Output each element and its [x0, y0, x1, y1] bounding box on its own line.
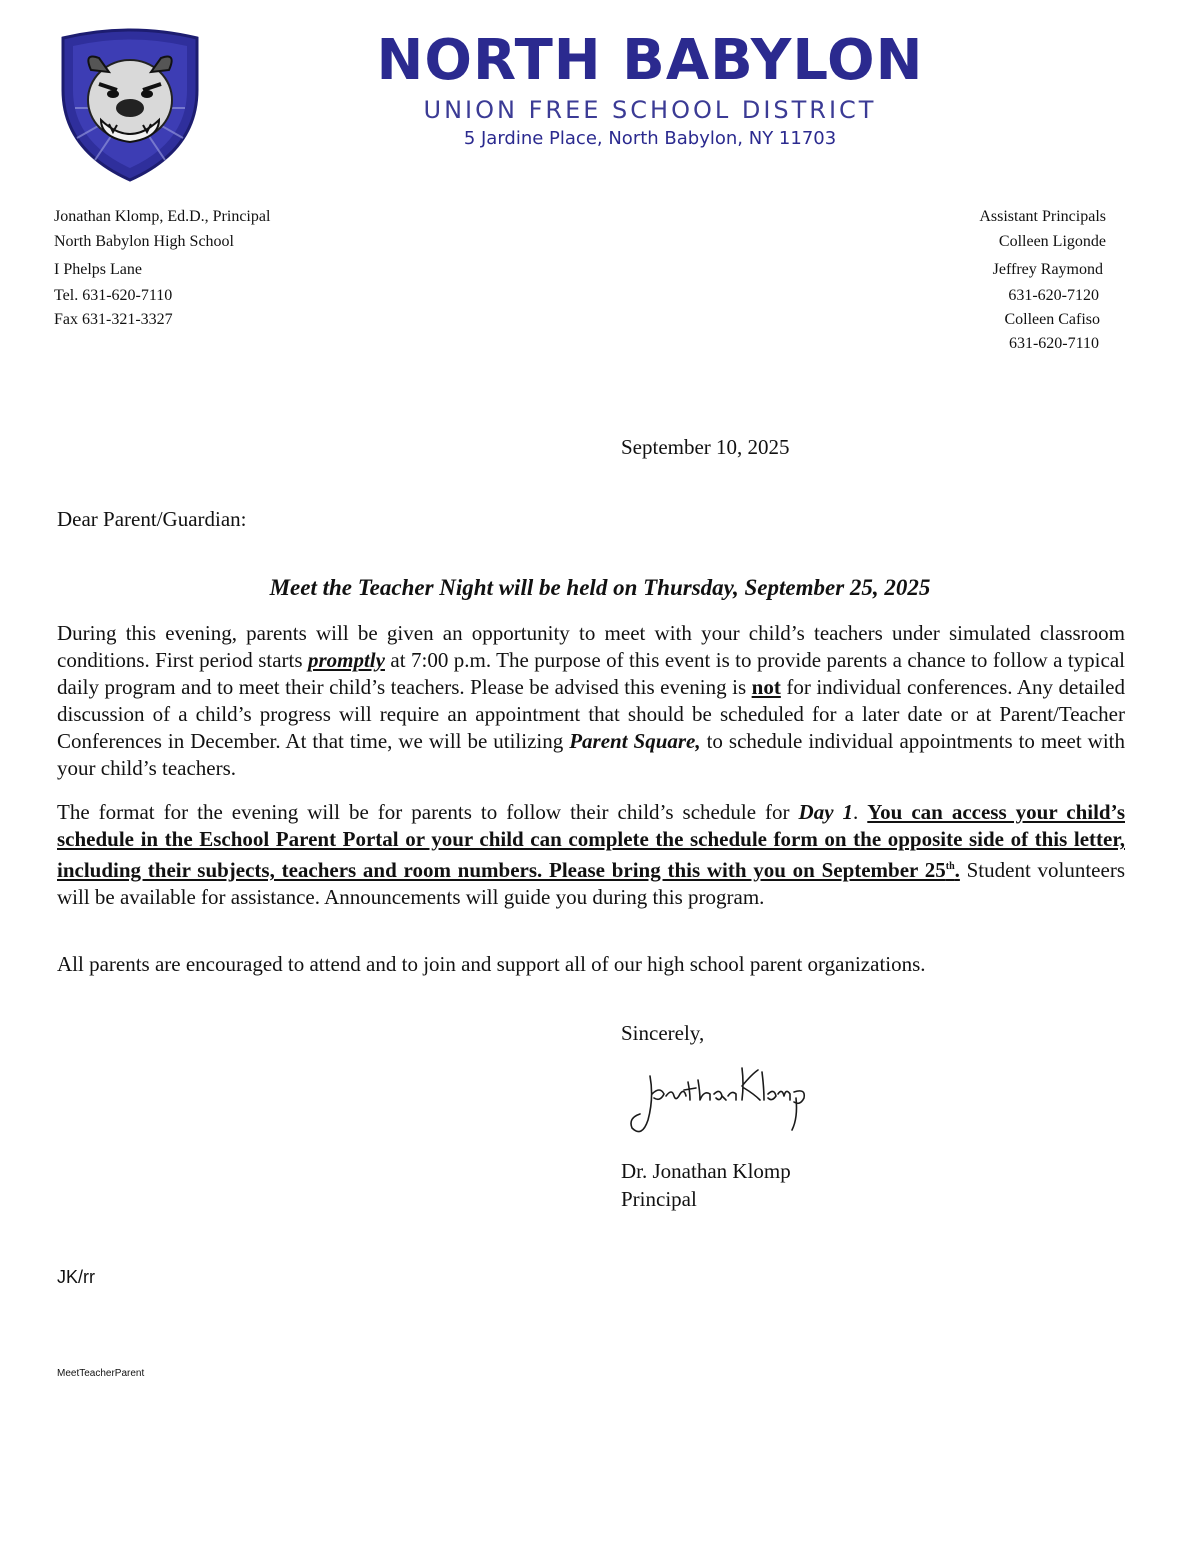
ordinal-suffix: th: [945, 861, 955, 872]
text-run: at 7:00 p.m. The purpose of this event is to provide parents a chance to follow a typical daily program and to meet their child’s teachers. Please be advised this evening is: [57, 648, 1125, 699]
assistant-principal-name: Colleen Cafiso: [1004, 311, 1100, 328]
text-run: to schedule individual appointments to meet with your child’s teachers.: [57, 729, 1125, 780]
text-run: .: [954, 858, 960, 882]
assistant-principals-heading: Assistant Principals: [979, 208, 1106, 225]
emphasis-day-1: Day 1: [798, 800, 854, 824]
typist-initials: JK/rr: [57, 1267, 95, 1287]
school-telephone: Tel. 631-620-7110: [54, 287, 173, 304]
paragraph-schedule-format: [57, 799, 1125, 911]
text-run: .: [853, 800, 868, 824]
text-run: During this evening, parents will be given an opportunity to meet with your child’s teachers under simulated classroom conditions. First period starts: [57, 621, 1125, 672]
emphasis-parent-square: Parent Square,: [569, 729, 701, 753]
closing: Sincerely,: [621, 1021, 705, 1045]
district-name: NORTH BABYLON: [376, 28, 924, 93]
text-run: You can access your child’s schedule in the Eschool Parent Portal or your child can complete the schedule form on the opposite side of this letter, including their subjects, teachers and room numbers. Please bring this with you on September 25: [57, 800, 1125, 882]
school-fax: Fax 631-321-3327: [54, 311, 173, 328]
text-run: The format for the evening will be for parents to follow their child’s schedule for: [57, 800, 799, 824]
district-subtitle: UNION FREE SCHOOL DISTRICT: [423, 96, 877, 124]
emphasis-not: not: [751, 675, 781, 699]
assistant-principal-phone: 631-620-7120: [1008, 287, 1099, 304]
letter-date: September 10, 2025: [621, 435, 790, 459]
district-address: 5 Jardine Place, North Babylon, NY 11703: [463, 128, 837, 149]
event-headline: Meet the Teacher Night will be held on Thursday, September 25, 2025: [269, 575, 931, 600]
bulldog-shield-logo: [55, 28, 205, 184]
school-name: North Babylon High School: [54, 233, 234, 250]
paragraph-encouragement: All parents are encouraged to attend and to join and support all of our high school parent organizations.: [57, 952, 926, 976]
text-run: for individual conferences. Any detailed discussion of a child’s progress will require an appointment that should be scheduled for a later date or at Parent/Teacher Conferences in December. At that time, we will be utilizing: [57, 675, 1125, 753]
emphasis-promptly: promptly: [307, 648, 385, 672]
assistant-principal-name: Jeffrey Raymond: [992, 261, 1103, 278]
salutation: Dear Parent/Guardian:: [57, 507, 247, 531]
principal-name: Jonathan Klomp, Ed.D., Principal: [54, 208, 271, 225]
handwritten-signature: [620, 1058, 820, 1142]
school-street: I Phelps Lane: [54, 261, 142, 278]
assistant-principal-name: Colleen Ligonde: [998, 233, 1106, 250]
text-run: Student volunteers will be available for assistance. Announcements will guide you during this program.: [57, 858, 1125, 909]
paragraph-event-details: [57, 620, 1125, 782]
document-code: MeetTeacherParent: [57, 1368, 145, 1379]
signer-name: Dr. Jonathan Klomp: [621, 1159, 791, 1183]
assistant-principal-phone: 631-620-7110: [1008, 335, 1099, 352]
signer-title: Principal: [621, 1187, 697, 1211]
